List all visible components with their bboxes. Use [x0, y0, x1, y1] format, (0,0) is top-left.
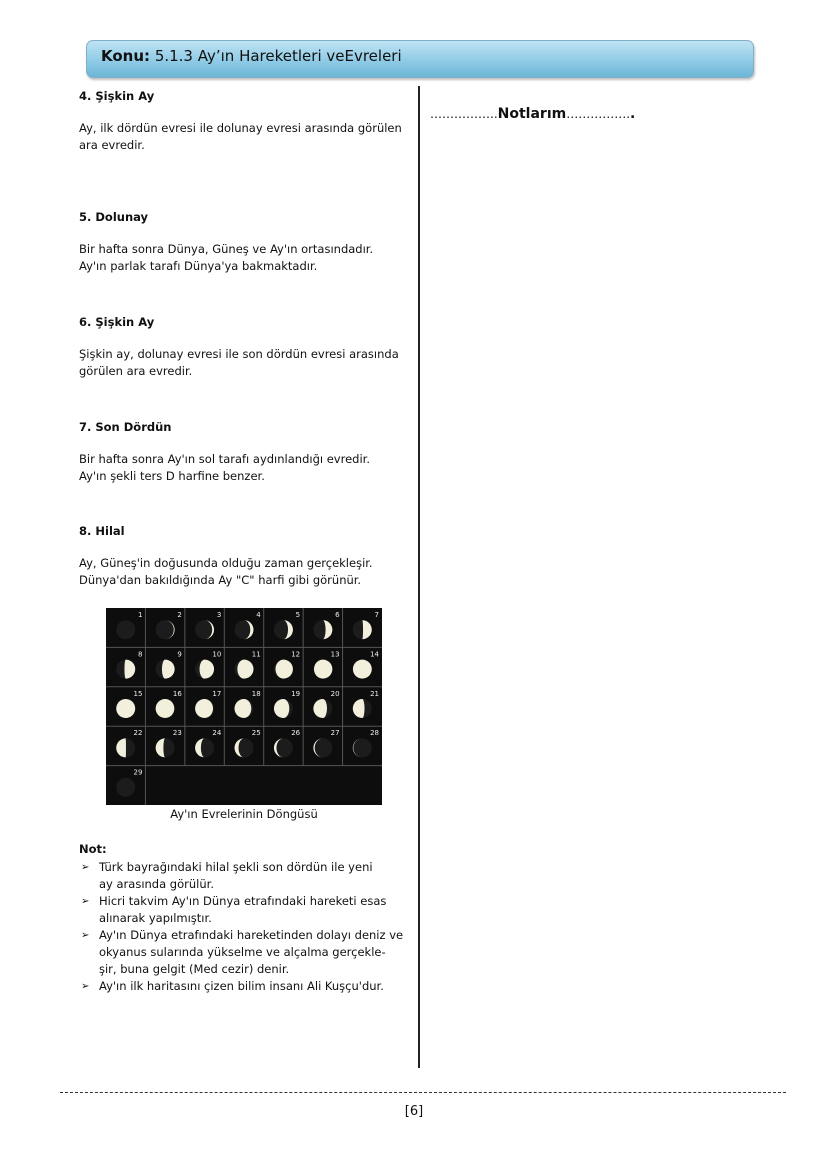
moon-lit-portion [314, 660, 332, 679]
day-number: 10 [212, 650, 222, 659]
day-number: 11 [251, 650, 261, 659]
moon-lit-portion [124, 660, 135, 679]
day-number: 16 [172, 689, 182, 698]
day-number: 17 [212, 689, 222, 698]
section-waning-gibbous [79, 314, 409, 380]
section-heading: 4. Şişkin Ay [79, 89, 155, 103]
page-number: [6] [404, 1104, 424, 1119]
section-last-quarter [79, 419, 409, 485]
moon-lit-portion [200, 660, 215, 679]
day-number: 1 [137, 611, 143, 619]
column-divider [418, 86, 420, 1068]
moon-lit-portion [116, 699, 135, 718]
footer-divider [60, 1092, 786, 1093]
section-crescent [79, 523, 409, 589]
day-number: 20 [330, 689, 340, 698]
day-number: 13 [330, 650, 340, 659]
day-number: 24 [212, 729, 222, 738]
section-body: Ay, Güneş'in doğusunda olduğu zaman gerçekleşir. Dünya'dan bakıldığında Ay "C" harfi gibi görünür. [79, 556, 373, 587]
topic-banner [86, 40, 754, 78]
day-number: 9 [177, 650, 182, 659]
arrow-bullet-icon: ➢ [81, 896, 90, 907]
notes-dots-left: …………….. [430, 107, 498, 121]
arrow-bullet-icon: ➢ [81, 862, 90, 873]
moon-lit-portion [353, 660, 372, 679]
moon-lit-portion [353, 699, 365, 718]
moon-phases-image [106, 608, 382, 805]
moon-lit-portion [156, 699, 175, 718]
day-number: 25 [251, 729, 261, 738]
day-number: 18 [251, 689, 261, 698]
day-number: 22 [133, 729, 143, 738]
moon-lit-portion [276, 660, 293, 679]
section-heading: 8. Hilal [79, 524, 125, 538]
note-list [79, 859, 414, 995]
day-number: 6 [335, 611, 340, 619]
day-number: 27 [330, 729, 340, 738]
section-body: Ay, ilk dördün evresi ile dolunay evresi arasında görülen ara evredir. [79, 121, 402, 152]
notes-dots-right: ……………. [566, 107, 631, 121]
note-item-text: Ay'ın ilk haritasını çizen bilim insanı Ali Kuşçu'dur. [99, 979, 384, 993]
moon-lit-portion [274, 699, 289, 718]
note-item [79, 978, 414, 995]
section-waxing-gibbous [79, 88, 409, 154]
day-number: 7 [374, 611, 379, 619]
topic-label: Konu: [101, 47, 151, 65]
arrow-bullet-icon: ➢ [81, 981, 90, 992]
moon-disc [116, 778, 135, 797]
section-heading: 6. Şişkin Ay [79, 315, 155, 329]
topic-title [101, 47, 402, 65]
note-item-text: Ay'ın Dünya etrafındaki hareketinden dolayı deniz ve okyanus sularında yükselme ve alçalma gerçekle- şir, buna gelgit (Med cezir) denir. [99, 928, 404, 976]
note-item-text: Hicri takvim Ay'ın Dünya etrafındaki hareketi esas alınarak yapılmıştır. [99, 894, 387, 925]
moon-disc [116, 620, 135, 639]
section-body: Şişkin ay, dolunay evresi ile son dördün evresi arasında görülen ara evredir. [79, 347, 399, 378]
topic-name: 5.1.3 Ay’ın Hareketleri veEvreleri [154, 47, 402, 65]
day-number: 5 [295, 611, 301, 619]
moon-lit-portion [237, 660, 253, 679]
day-number: 8 [137, 650, 143, 659]
section-full-moon [79, 209, 409, 275]
notes-heading [430, 106, 635, 122]
moon-phases-grid [106, 608, 382, 805]
day-number: 23 [172, 729, 182, 738]
day-number: 4 [256, 611, 261, 619]
moon-lit-portion [162, 660, 175, 679]
day-number: 2 [177, 611, 182, 619]
day-number: 14 [370, 650, 379, 659]
notes-title: Notlarım [497, 106, 567, 122]
figure-caption: Ay'ın Evrelerinin Döngüsü [170, 807, 318, 821]
day-number: 26 [291, 729, 301, 738]
day-number: 21 [370, 689, 379, 698]
section-heading: 7. Son Dördün [79, 420, 172, 434]
arrow-bullet-icon: ➢ [81, 930, 90, 941]
section-heading: 5. Dolunay [79, 210, 149, 224]
day-number: 12 [291, 650, 301, 659]
moon-lit-portion [313, 699, 327, 718]
day-number: 15 [133, 689, 143, 698]
notes-period: . [630, 106, 636, 122]
day-number: 19 [291, 689, 301, 698]
day-number: 29 [133, 768, 143, 777]
note-item [79, 927, 414, 978]
section-body: Bir hafta sonra Ay'ın sol tarafı aydınlandığı evredir. Ay'ın şekli ters D harfine benzer. [79, 452, 370, 483]
note-item [79, 859, 414, 893]
note-item [79, 893, 414, 927]
note-item-text: Türk bayrağındaki hilal şekli son dördün ile yeni ay arasında görülür. [99, 860, 373, 891]
section-body: Bir hafta sonra Dünya, Güneş ve Ay'ın ortasındadır. Ay'ın parlak tarafı Dünya'ya bakmaktadır. [79, 242, 374, 273]
moon-lit-portion [116, 738, 126, 757]
note-title: Not: [79, 842, 107, 856]
moon-lit-portion [235, 699, 252, 718]
moon-lit-portion [195, 699, 213, 718]
day-number: 3 [216, 611, 222, 619]
moon-lit-portion [362, 620, 372, 639]
day-number: 28 [370, 729, 379, 738]
